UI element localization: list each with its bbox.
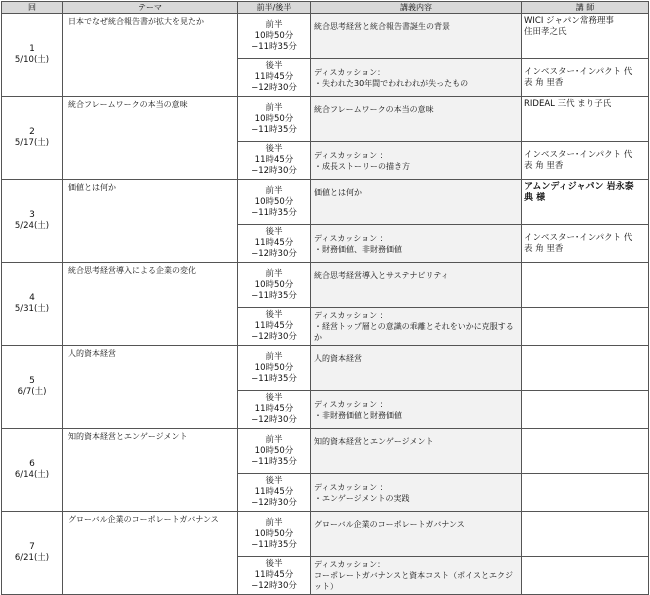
half-end: −12時30分: [251, 415, 297, 425]
schedule-body: [2, 14, 649, 595]
half-label: 前半: [265, 434, 283, 445]
half-end: −12時30分: [251, 83, 297, 93]
session-date: 5/31(土): [14, 304, 50, 314]
session-theme: 人的資本経営: [63, 346, 238, 429]
session-row-first-half: [2, 97, 649, 142]
lecture-content: 統合思考経営と統合報告書誕生の背景: [311, 14, 522, 59]
half-label: 後半: [265, 61, 283, 71]
half-start: 11時45分: [254, 72, 294, 82]
lecture-content: 統合フレームワークの本当の意味: [311, 97, 522, 142]
header-row: [2, 2, 649, 14]
lecturer-name: RIDEAL 三代 まり子氏: [522, 97, 649, 142]
session-theme: グローバル企業のコーポレートガバナンス: [63, 512, 238, 595]
session-row-first-half: [2, 14, 649, 59]
lecture-content: ディスカッション ： ・経営トップ層との意識の乖離とそれをいかに克服するか: [311, 308, 522, 346]
session-date: 6/14(土): [14, 470, 50, 480]
session-row-first-half: [2, 346, 649, 391]
session-number: 7: [29, 542, 35, 552]
session-theme: 統合フレームワークの本当の意味: [63, 97, 238, 180]
session-number: 2: [29, 127, 35, 137]
half-start: 11時45分: [254, 321, 294, 331]
lecturer-name: インベスター･インパクト 代 表 角 里香: [522, 142, 649, 180]
session-number-cell: [2, 429, 63, 512]
session-number-cell: [2, 14, 63, 97]
session-theme: 知的資本経営とエンゲージメント: [63, 429, 238, 512]
half-start: 11時45分: [254, 155, 294, 165]
header-content: 講義内容: [311, 2, 522, 14]
half-start: 11時45分: [254, 238, 294, 248]
half-end: −12時30分: [251, 498, 297, 508]
lecturer-name: [522, 308, 649, 346]
half-end: −11時35分: [251, 124, 297, 135]
half-start: 11時45分: [254, 404, 294, 414]
half-time-cell: [238, 308, 311, 346]
session-date: 6/21(土): [14, 553, 50, 563]
header-theme: テーマ: [63, 2, 238, 14]
lecture-content: グローバル企業のコーポレートガバナンス: [311, 512, 522, 557]
half-time-cell: [238, 59, 311, 97]
session-date: 5/24(土): [14, 221, 50, 231]
half-time-cell: [238, 557, 311, 595]
lecturer-name: [522, 263, 649, 308]
half-label: 前半: [265, 351, 283, 362]
half-end: −12時30分: [251, 581, 297, 591]
lecturer-name: WICI ジャパン常務理事 住田孝之氏: [522, 14, 649, 59]
lecture-content: ディスカッション ： ・財務価値、非財務価値: [311, 225, 522, 263]
session-number: 3: [29, 210, 35, 220]
half-label: 後半: [265, 227, 283, 237]
half-end: −11時35分: [251, 539, 297, 550]
lecture-content: 人的資本経営: [311, 346, 522, 391]
half-start: 11時45分: [254, 487, 294, 497]
half-label: 前半: [265, 517, 283, 528]
half-start: 10時50分: [254, 196, 294, 207]
half-label: 後半: [265, 559, 283, 569]
half-time-cell: [238, 512, 311, 557]
half-time-cell: [238, 263, 311, 308]
lecturer-name: [522, 557, 649, 595]
header-number: 回: [2, 2, 63, 14]
session-row-first-half: [2, 263, 649, 308]
half-label: 後半: [265, 310, 283, 320]
half-time-cell: [238, 142, 311, 180]
header-half: 前半/後半: [238, 2, 311, 14]
half-end: −11時35分: [251, 373, 297, 384]
half-time-cell: [238, 474, 311, 512]
session-theme: 統合思考経営導入による企業の変化: [63, 263, 238, 346]
session-theme: 日本でなぜ統合報告書が拡大を見たか: [63, 14, 238, 97]
session-number: 5: [29, 376, 35, 386]
session-row-first-half: [2, 512, 649, 557]
half-start: 10時50分: [254, 113, 294, 124]
lecturer-name: [522, 474, 649, 512]
lecture-content: 知的資本経営とエンゲージメント: [311, 429, 522, 474]
session-theme: 価値とは何か: [63, 180, 238, 263]
lecturer-name: [522, 346, 649, 391]
lecturer-name: [522, 512, 649, 557]
half-label: 前半: [265, 102, 283, 113]
schedule-table: [1, 1, 649, 595]
half-start: 10時50分: [254, 279, 294, 290]
half-start: 10時50分: [254, 362, 294, 373]
half-start: 10時50分: [254, 30, 294, 41]
lecturer-name: [522, 391, 649, 429]
half-label: 後半: [265, 476, 283, 486]
half-end: −11時35分: [251, 41, 297, 52]
half-label: 後半: [265, 144, 283, 154]
session-number-cell: [2, 512, 63, 595]
half-label: 前半: [265, 185, 283, 196]
half-time-cell: [238, 429, 311, 474]
half-time-cell: [238, 97, 311, 142]
session-number-cell: [2, 180, 63, 263]
half-label: 前半: [265, 19, 283, 30]
half-end: −11時35分: [251, 456, 297, 467]
lecturer-name: [522, 429, 649, 474]
session-row-first-half: [2, 180, 649, 225]
lecture-content: ディスカッション ： ・エンゲージメントの実践: [311, 474, 522, 512]
half-time-cell: [238, 391, 311, 429]
lecture-content: ディスカッション： コーポレートガバナンスと資本コスト（ポイスとエクジット）: [311, 557, 522, 595]
half-time-cell: [238, 14, 311, 59]
half-label: 前半: [265, 268, 283, 279]
half-end: −12時30分: [251, 166, 297, 176]
half-time-cell: [238, 225, 311, 263]
session-number: 6: [29, 459, 35, 469]
half-time-cell: [238, 346, 311, 391]
lecture-content: ディスカッション： ・失われた30年間でわれわれが失ったもの: [311, 59, 522, 97]
session-row-first-half: [2, 429, 649, 474]
session-date: 6/7(土): [17, 387, 47, 397]
lecturer-name: アムンディジャパン 岩永泰 典 様: [522, 180, 649, 225]
half-start: 11時45分: [254, 570, 294, 580]
session-number-cell: [2, 263, 63, 346]
session-number: 4: [29, 293, 35, 303]
header-lecturer: 講 師: [522, 2, 649, 14]
lecture-content: 価値とは何か: [311, 180, 522, 225]
session-date: 5/10(土): [14, 55, 50, 65]
lecturer-name: インベスター･インパクト 代 表 角 里香: [522, 59, 649, 97]
half-end: −12時30分: [251, 249, 297, 259]
session-number: 1: [29, 44, 35, 54]
half-start: 10時50分: [254, 445, 294, 456]
lecturer-name: インベスター･インパクト 代 表 角 里香: [522, 225, 649, 263]
session-number-cell: [2, 346, 63, 429]
half-end: −12時30分: [251, 332, 297, 342]
half-time-cell: [238, 180, 311, 225]
half-end: −11時35分: [251, 290, 297, 301]
half-label: 後半: [265, 393, 283, 403]
session-number-cell: [2, 97, 63, 180]
lecture-content: ディスカッション ： ・成長ストーリーの描き方: [311, 142, 522, 180]
half-end: −11時35分: [251, 207, 297, 218]
half-start: 10時50分: [254, 528, 294, 539]
lecture-content: 統合思考経営導入とサステナビリティ: [311, 263, 522, 308]
lecture-content: ディスカッション ： ・非財務価値と財務価値: [311, 391, 522, 429]
session-date: 5/17(土): [14, 138, 50, 148]
